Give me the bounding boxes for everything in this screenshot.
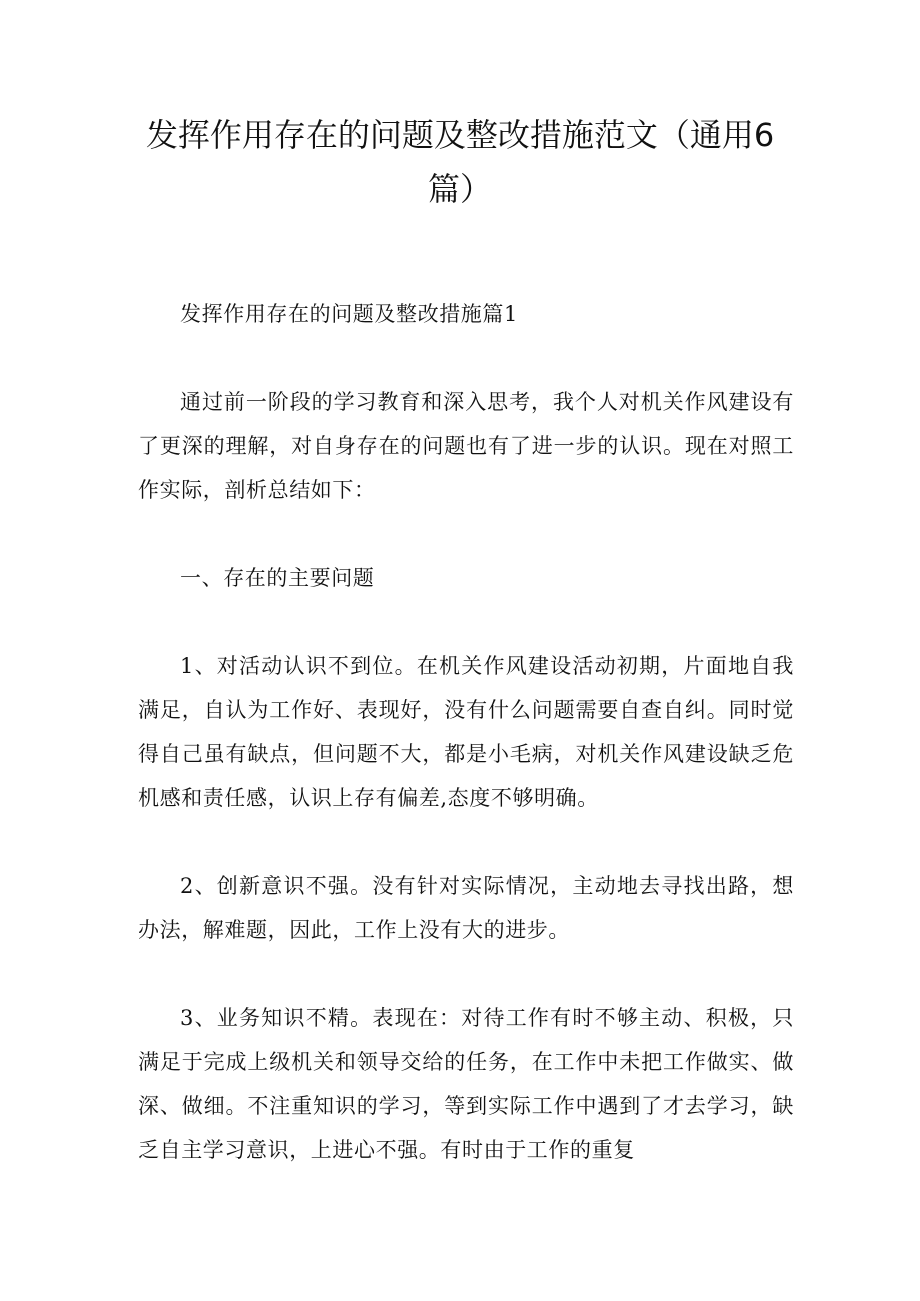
section-heading: 发挥作用存在的问题及整改措施篇1 [180, 302, 518, 326]
paragraph-item-3: 3、业务知识不精。表现在：对待工作有时不够主动、积极，只满足于完成上级机关和领导交给的任务，在工作中未把工作做实、做深、做细。不注重知识的学习，等到实际工作中遇到了才去学习，缺乏自主学习意识，上进心不强。有时由于工作的重复 [138, 1006, 794, 1162]
paragraph-subheading: 一、存在的主要问题 [180, 566, 375, 590]
paragraph-item-2: 2、创新意识不强。没有针对实际情况，主动地去寻找出路，想办法，解难题，因此，工作上没有大的进步。 [138, 874, 794, 942]
paragraph-intro: 通过前一阶段的学习教育和深入思考，我个人对机关作风建设有了更深的理解，对自身存在的问题也有了进一步的认识。现在对照工作实际，剖析总结如下： [138, 390, 794, 502]
document-title: 发挥作用存在的问题及整改措施范文（通用6篇） [145, 116, 775, 208]
paragraph-item-1: 1、对活动认识不到位。在机关作风建设活动初期，片面地自我满足，自认为工作好、表现好，没有什么问题需要自查自纠。同时觉得自己虽有缺点，但问题不大，都是小毛病，对机关作风建设缺乏危机感和责任感，认识上存有偏差,态度不够明确。 [138, 654, 794, 810]
document-body [138, 292, 794, 1216]
